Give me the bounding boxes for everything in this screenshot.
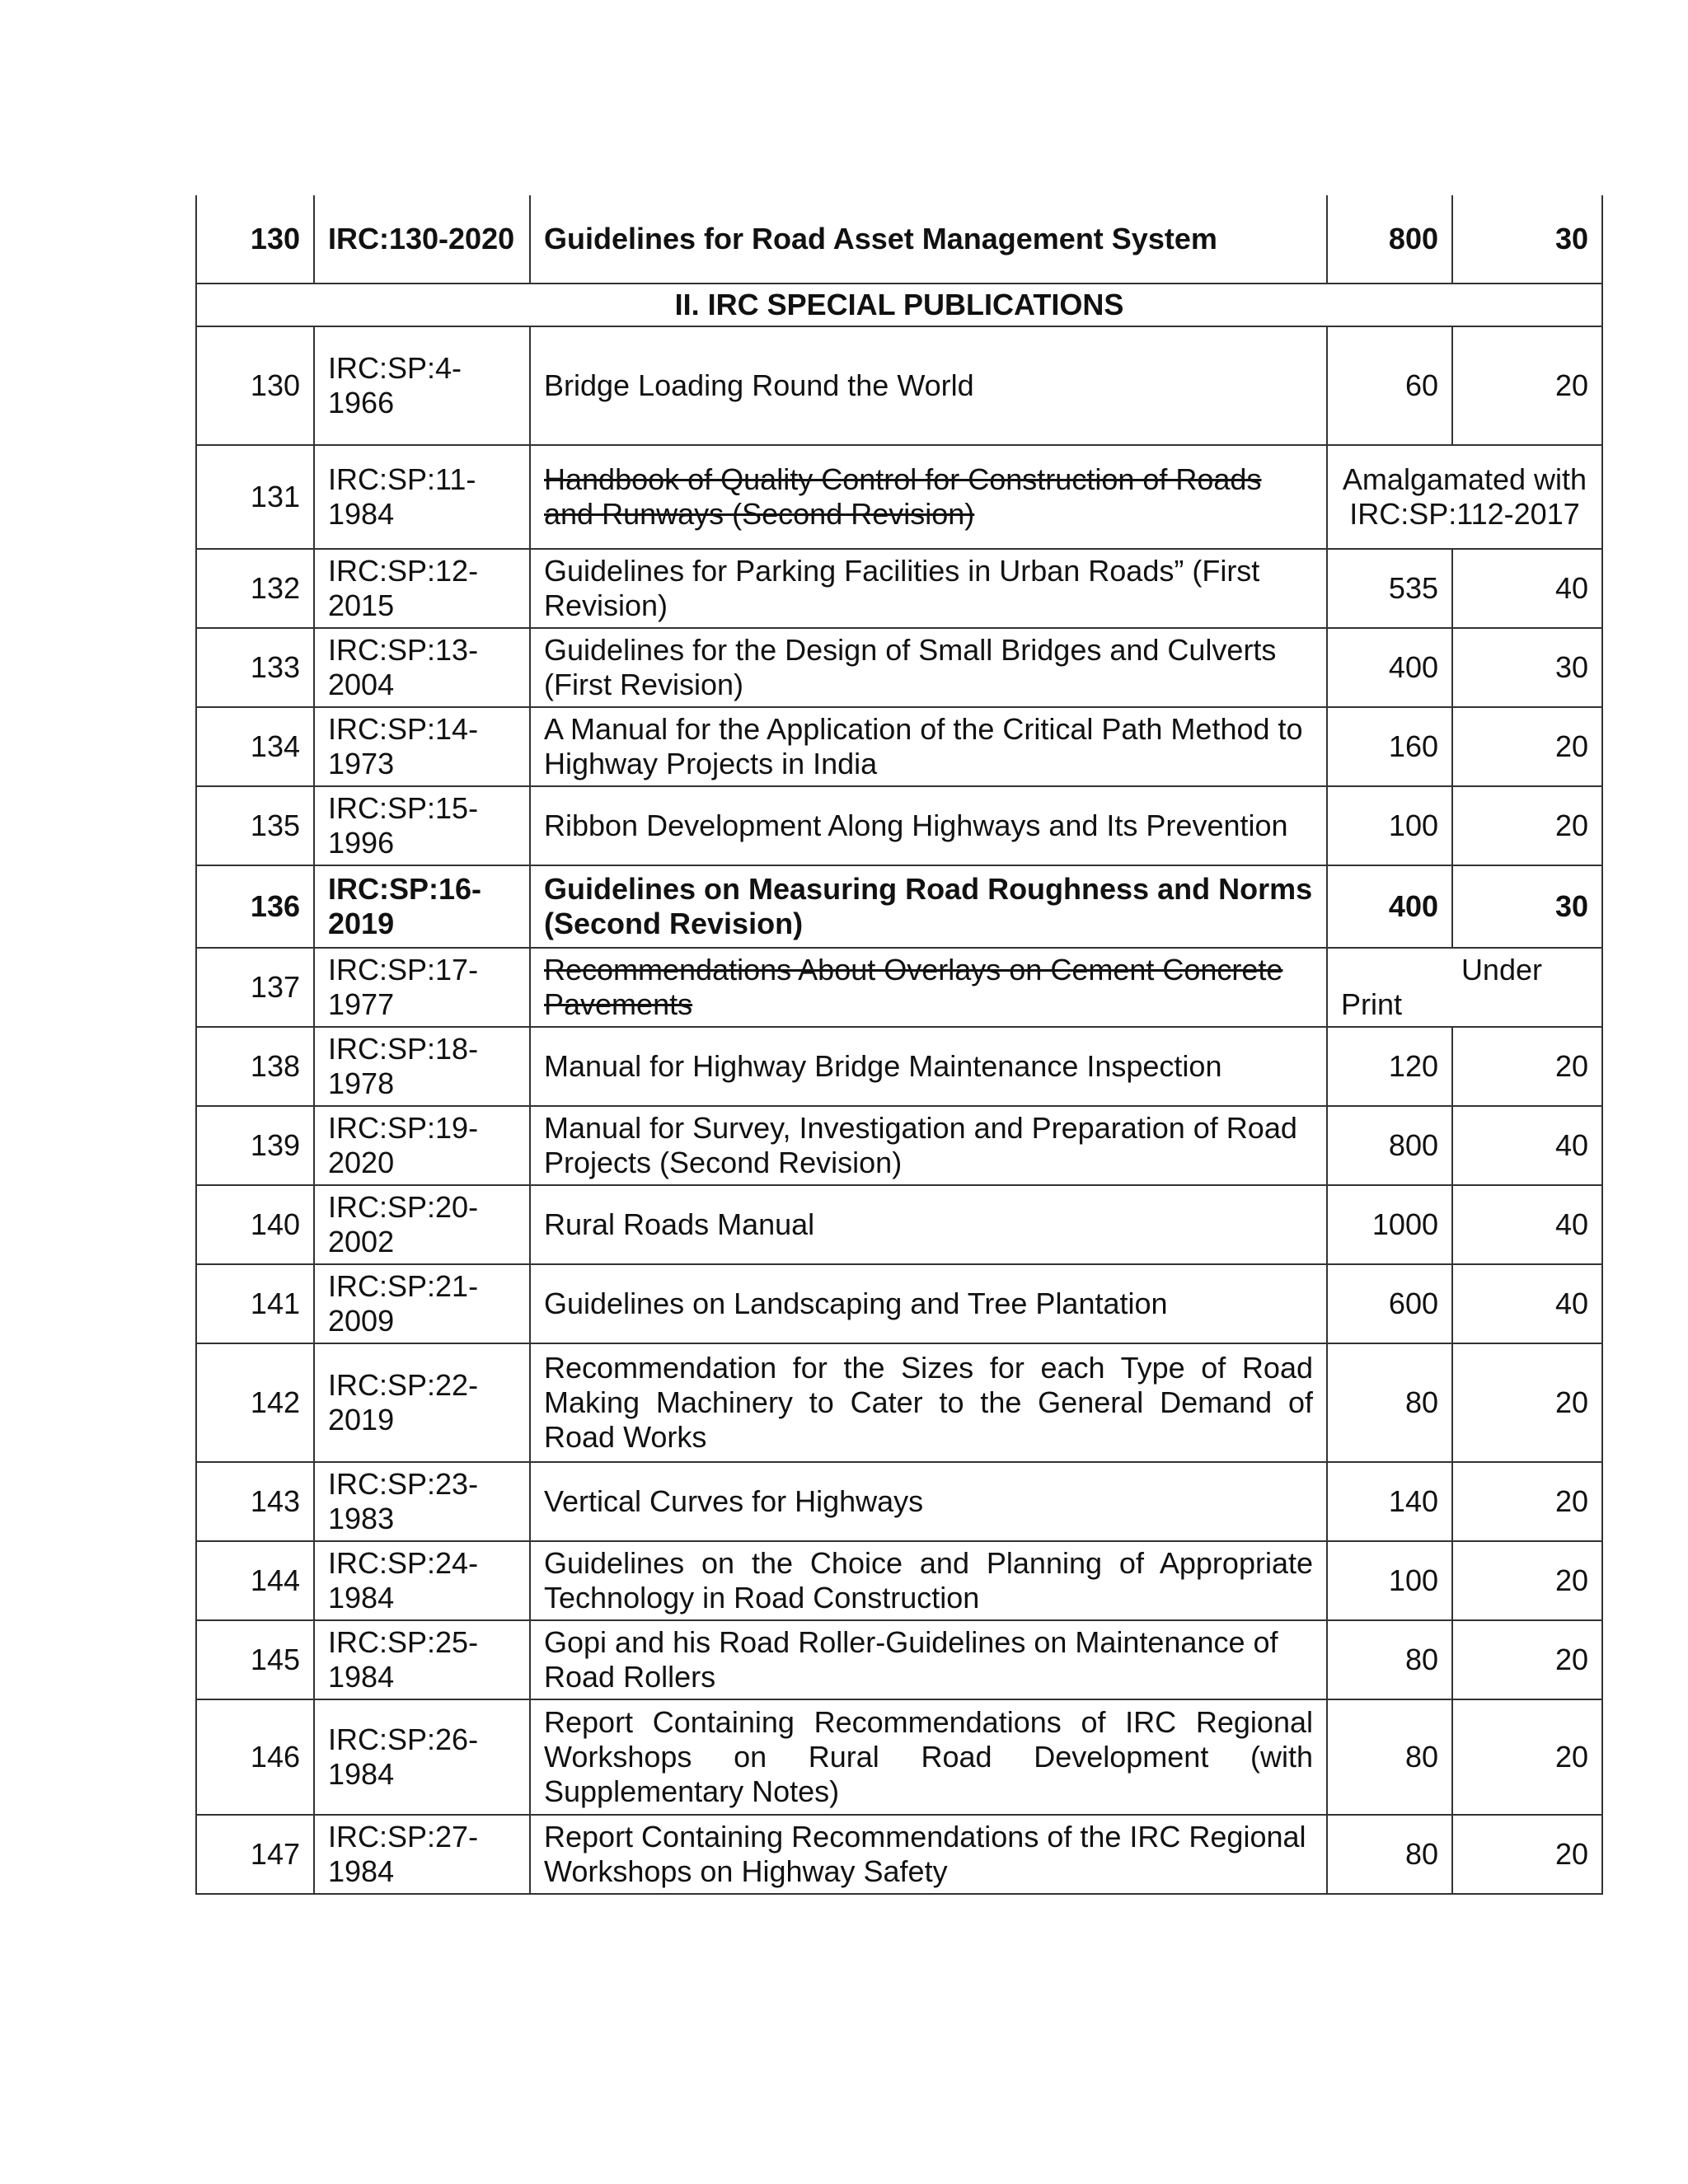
- publication-code-cell: IRC:SP:27-1984: [314, 1815, 530, 1894]
- table-row: [196, 948, 1602, 1027]
- status-note-cell: [1327, 948, 1602, 1027]
- publication-title: Vertical Curves for Highways: [544, 1484, 924, 1518]
- row-number-cell: 130: [196, 195, 314, 284]
- publication-title: Report Containing Recommendations of IRC Regional Workshops on Rural Road Development (with Supplementary Notes): [544, 1705, 1313, 1808]
- price-cell: 60: [1327, 326, 1452, 445]
- section-header-row: [196, 284, 1602, 326]
- price-cell: 600: [1327, 1264, 1452, 1343]
- publication-title-cell: [530, 1264, 1327, 1343]
- publication-title: Bridge Loading Round the World: [544, 368, 974, 402]
- postage-cell: 20: [1452, 1462, 1602, 1541]
- price-cell: 80: [1327, 1620, 1452, 1699]
- price-cell: 80: [1327, 1815, 1452, 1894]
- publication-title: A Manual for the Application of the Critical Path Method to Highway Projects in India: [544, 712, 1303, 780]
- table-row: [196, 549, 1602, 628]
- row-number-cell: 138: [196, 1027, 314, 1106]
- postage-cell: 30: [1452, 865, 1602, 948]
- table-row: [196, 1185, 1602, 1264]
- postage-cell: 20: [1452, 1699, 1602, 1815]
- publication-code-cell: IRC:SP:12-2015: [314, 549, 530, 628]
- price-cell: 140: [1327, 1462, 1452, 1541]
- status-note-line1: Under: [1461, 953, 1542, 987]
- price-cell: 400: [1327, 628, 1452, 707]
- status-note-cell: Amalgamated with IRC:SP:112-2017: [1327, 445, 1602, 549]
- table-row: [196, 445, 1602, 549]
- price-cell: 1000: [1327, 1185, 1452, 1264]
- postage-cell: 20: [1452, 1815, 1602, 1894]
- publication-title-cell: [530, 628, 1327, 707]
- postage-cell: 20: [1452, 707, 1602, 786]
- row-number-cell: 136: [196, 865, 314, 948]
- publication-title-cell: [530, 1620, 1327, 1699]
- publication-title-cell: [530, 1106, 1327, 1185]
- price-cell: 120: [1327, 1027, 1452, 1106]
- publication-title-cell: [530, 865, 1327, 948]
- postage-cell: 20: [1452, 1027, 1602, 1106]
- row-number-cell: 133: [196, 628, 314, 707]
- publication-code-cell: IRC:SP:21-2009: [314, 1264, 530, 1343]
- publication-title-cell: [530, 195, 1327, 284]
- publication-title: Guidelines for Parking Facilities in Urban Roads” (First Revision): [544, 554, 1260, 622]
- table-row: [196, 326, 1602, 445]
- table-row: [196, 195, 1602, 284]
- publication-code-cell: IRC:SP:19-2020: [314, 1106, 530, 1185]
- publication-title-cell: [530, 1462, 1327, 1541]
- publication-title: Manual for Highway Bridge Maintenance Inspection: [544, 1049, 1222, 1083]
- table-row: [196, 865, 1602, 948]
- table-row: [196, 1343, 1602, 1462]
- row-number-cell: 137: [196, 948, 314, 1027]
- publications-table: [195, 195, 1603, 1895]
- table-body: [196, 195, 1602, 1894]
- table-row: [196, 1620, 1602, 1699]
- publication-code-cell: IRC:SP:15-1996: [314, 786, 530, 865]
- table-row: [196, 1027, 1602, 1106]
- section-title: II. IRC SPECIAL PUBLICATIONS: [196, 284, 1602, 326]
- publication-code-cell: IRC:SP:4-1966: [314, 326, 530, 445]
- publication-title-cell: [530, 326, 1327, 445]
- publication-title-cell: [530, 1541, 1327, 1620]
- table-row: [196, 707, 1602, 786]
- postage-cell: 40: [1452, 1106, 1602, 1185]
- row-number-cell: 139: [196, 1106, 314, 1185]
- publication-title: Guidelines on the Choice and Planning of Appropriate Technology in Road Construction: [544, 1546, 1313, 1615]
- publication-title: Recommendation for the Sizes for each Type of Road Making Machinery to Cater to the General Demand of Road Works: [544, 1351, 1313, 1454]
- publication-title: Rural Roads Manual: [544, 1207, 815, 1241]
- publication-title-cell: [530, 1185, 1327, 1264]
- publication-code-cell: IRC:SP:23-1983: [314, 1462, 530, 1541]
- publication-title-cell: [530, 445, 1327, 549]
- row-number-cell: 143: [196, 1462, 314, 1541]
- price-cell: 80: [1327, 1699, 1452, 1815]
- publication-code-cell: IRC:SP:13-2004: [314, 628, 530, 707]
- table-row: [196, 1541, 1602, 1620]
- publication-title-cell: [530, 1815, 1327, 1894]
- row-number-cell: 140: [196, 1185, 314, 1264]
- publication-code-cell: IRC:SP:11-1984: [314, 445, 530, 549]
- publication-title: Report Containing Recommendations of the IRC Regional Workshops on Highway Safety: [544, 1820, 1306, 1888]
- price-cell: 100: [1327, 786, 1452, 865]
- status-note-line2: Print: [1341, 987, 1403, 1021]
- row-number-cell: 145: [196, 1620, 314, 1699]
- price-cell: 400: [1327, 865, 1452, 948]
- row-number-cell: 141: [196, 1264, 314, 1343]
- publication-code-cell: IRC:SP:26-1984: [314, 1699, 530, 1815]
- price-cell: 80: [1327, 1343, 1452, 1462]
- publication-title: Guidelines for Road Asset Management System: [544, 222, 1217, 255]
- publication-title-cell: [530, 1343, 1327, 1462]
- price-cell: 100: [1327, 1541, 1452, 1620]
- postage-cell: 30: [1452, 195, 1602, 284]
- table-row: [196, 786, 1602, 865]
- row-number-cell: 134: [196, 707, 314, 786]
- row-number-cell: 131: [196, 445, 314, 549]
- publication-title: Ribbon Development Along Highways and Its Prevention: [544, 808, 1288, 842]
- row-number-cell: 130: [196, 326, 314, 445]
- publication-title-cell: [530, 1027, 1327, 1106]
- publication-title-cell: [530, 786, 1327, 865]
- publication-title-cell: [530, 707, 1327, 786]
- publication-code-cell: IRC:SP:25-1984: [314, 1620, 530, 1699]
- price-cell: 535: [1327, 549, 1452, 628]
- publication-title: Manual for Survey, Investigation and Preparation of Road Projects (Second Revision): [544, 1111, 1297, 1179]
- row-number-cell: 146: [196, 1699, 314, 1815]
- postage-cell: 20: [1452, 326, 1602, 445]
- publication-title-cell: [530, 948, 1327, 1027]
- table-row: [196, 1815, 1602, 1894]
- price-cell: 800: [1327, 1106, 1452, 1185]
- postage-cell: 40: [1452, 549, 1602, 628]
- publication-title: Guidelines on Landscaping and Tree Plantation: [544, 1286, 1168, 1320]
- publication-code-cell: IRC:SP:17-1977: [314, 948, 530, 1027]
- row-number-cell: 144: [196, 1541, 314, 1620]
- postage-cell: 40: [1452, 1185, 1602, 1264]
- publication-code-cell: IRC:SP:14-1973: [314, 707, 530, 786]
- publication-title: Gopi and his Road Roller-Guidelines on Maintenance of Road Rollers: [544, 1625, 1278, 1694]
- row-number-cell: 132: [196, 549, 314, 628]
- publication-code-cell: IRC:SP:22-2019: [314, 1343, 530, 1462]
- publication-code-cell: IRC:SP:20-2002: [314, 1185, 530, 1264]
- publication-code-cell: IRC:SP:18-1978: [314, 1027, 530, 1106]
- publication-code-cell: IRC:SP:24-1984: [314, 1541, 530, 1620]
- publication-title-cell: [530, 549, 1327, 628]
- publication-title: Guidelines for the Design of Small Bridges and Culverts (First Revision): [544, 633, 1277, 701]
- publication-code-cell: IRC:SP:16-2019: [314, 865, 530, 948]
- postage-cell: 20: [1452, 1541, 1602, 1620]
- publication-title: Handbook of Quality Control for Construction of Roads and Runways (Second Revision): [544, 462, 1262, 531]
- table-row: [196, 628, 1602, 707]
- publication-title: Guidelines on Measuring Road Roughness and Norms (Second Revision): [544, 872, 1313, 940]
- postage-cell: 30: [1452, 628, 1602, 707]
- table-row: [196, 1106, 1602, 1185]
- postage-cell: 20: [1452, 1620, 1602, 1699]
- postage-cell: 40: [1452, 1264, 1602, 1343]
- postage-cell: 20: [1452, 1343, 1602, 1462]
- table-row: [196, 1264, 1602, 1343]
- row-number-cell: 135: [196, 786, 314, 865]
- row-number-cell: 142: [196, 1343, 314, 1462]
- row-number-cell: 147: [196, 1815, 314, 1894]
- price-cell: 160: [1327, 707, 1452, 786]
- publication-title: Recommendations About Overlays on Cement Concrete Pavements: [544, 953, 1283, 1021]
- price-cell: 800: [1327, 195, 1452, 284]
- postage-cell: 20: [1452, 786, 1602, 865]
- table-row: [196, 1462, 1602, 1541]
- publication-code-cell: IRC:130-2020: [314, 195, 530, 284]
- publication-title-cell: [530, 1699, 1327, 1815]
- table-row: [196, 1699, 1602, 1815]
